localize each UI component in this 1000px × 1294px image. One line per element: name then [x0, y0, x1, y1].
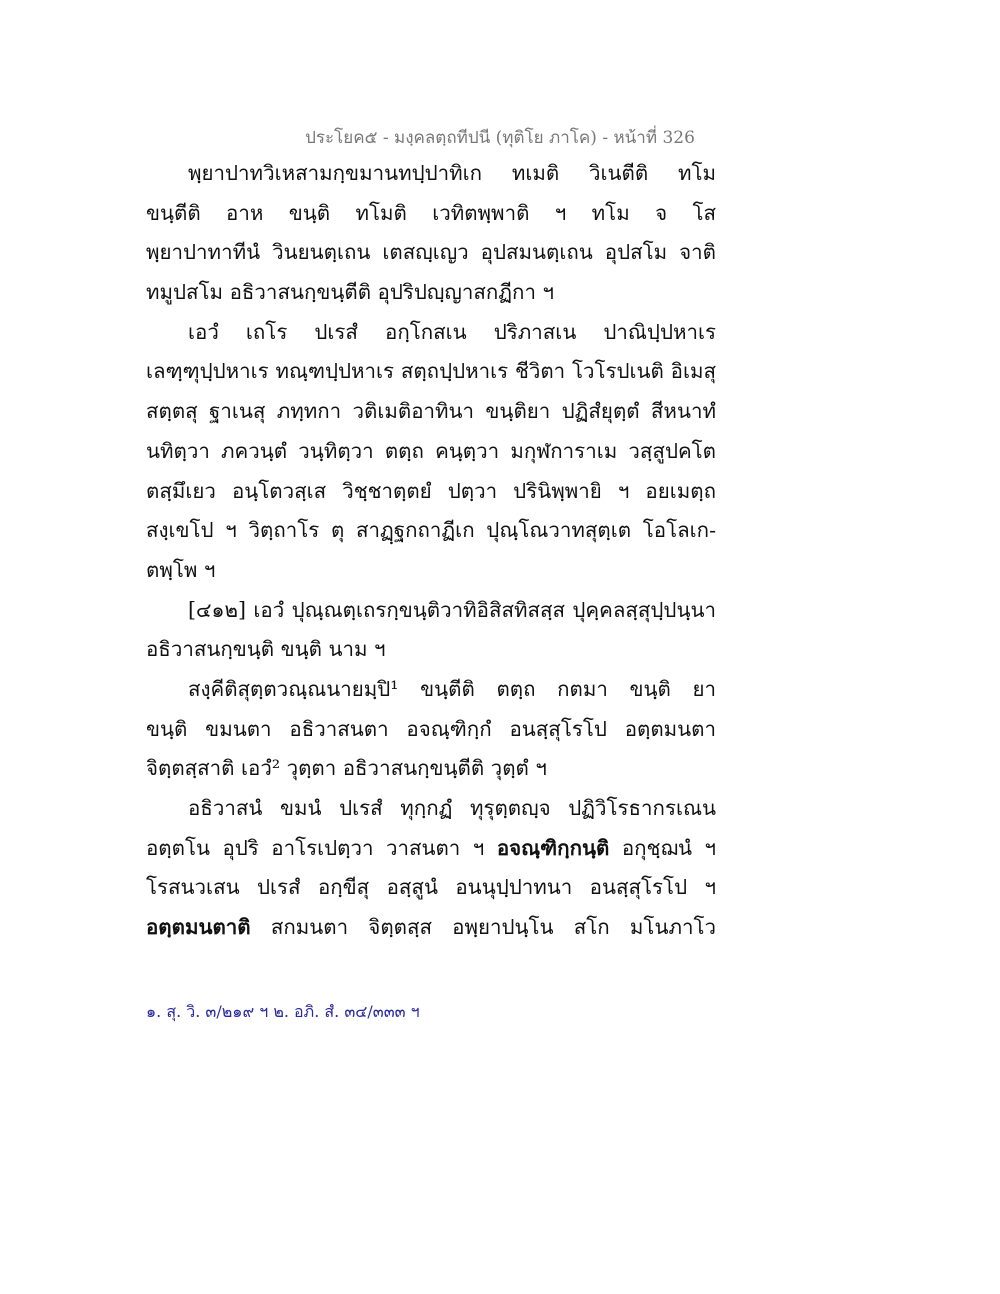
footnote: ๑. สุ. วิ. ๓/๒๑๙ ฯ ๒. อภิ. สํ. ๓๔/๓๓๓ ฯ — [146, 1002, 420, 1021]
text-line: อธิวาสนํ ขมนํ ปเรสํ ทุกฺกฏํ ทุรุตฺตญฺจ ปฏิวิโรธากรเณน — [188, 796, 716, 820]
text-line: โรสนวเสน ปเรสํ อกฺขีสุ อสฺสูนํ อนนุปฺปาทนา อนสฺสุโรโป ฯ — [146, 875, 716, 900]
text-line — [146, 908, 716, 948]
text-line: ขนฺตีติ อาห ขนฺติ ทโมติ เวทิตพฺพาติ ฯ ทโม จ โส — [146, 200, 716, 225]
text-segment: สกมนตา จิตฺตสฺส อพฺยาปนฺโน สโก มโนภาโว — [270, 915, 716, 940]
text-line: สงฺคีติสุตฺตวณฺณนายมฺปิ¹ ขนฺตีติ ตตฺถ กตมา ขนฺติ ยา — [188, 676, 716, 701]
text-line: ตสฺมึเยว อนฺโตวสฺเส วิชฺชาตฺตยํ ปตฺวา ปรินิพฺพายิ ฯ อยเมตฺถ — [146, 478, 716, 503]
text-segment: อตฺตโน อุปริ อาโรเปตฺวา วาสนตา ฯ — [146, 835, 485, 860]
text-line: [๔๑๒] เอวํ ปุณฺณตฺเถรกฺขนฺติวาทิอิสิสทิสสฺส ปุคฺคลสฺสุปฺปนฺนา — [188, 597, 716, 622]
text-line: อธิวาสนกฺขนฺติ ขนฺติ นาม ฯ — [146, 637, 386, 662]
bold-term: อตฺตมนตาติ — [146, 915, 251, 940]
text-line: พฺยาปาทวิเหสามกฺขมานทปฺปาทิเก ทเมติ วิเนตีติ ทโม — [188, 161, 716, 185]
text-line: จิตฺตสฺสาติ เอวํ² วุตฺตา อธิวาสนกฺขนฺตีติ วุตฺตํ ฯ — [146, 756, 547, 781]
text-line: พฺยาปาทาทีนํ วินยนตฺเถน เตสญฺเญว อุปสมนตฺเถน อุปสโม จาติ — [146, 240, 716, 265]
text-line: ทมูปสโม อธิวาสนกฺขนฺตีติ อุปริปญฺญาสกฏีกา ฯ — [146, 280, 554, 305]
bold-term: อจณฺฑิกฺกนฺติ — [496, 835, 610, 860]
page-header: ประโยค๕ - มงฺคลตฺถทีปนี (ทุติโย ภาโค) - หน้าที่ 326 — [305, 128, 695, 148]
text-line: เอวํ เถโร ปเรสํ อกฺโกสเน ปริภาสเน ปาณิปฺปหาเร — [188, 319, 716, 344]
text-line: สงฺเขโป ฯ วิตฺถาโร ตุ สาฏฺฐกถาฏีเก ปุณฺโณวาทสุตฺเต โอโลเก- — [146, 518, 716, 543]
text-line — [146, 829, 716, 869]
text-line: ขนฺติ ขมนตา อธิวาสนตา อจณฺฑิกฺกํ อนสฺสุโรโป อตฺตมนตา — [146, 716, 716, 741]
text-line: เลฑฺฑุปฺปหาเร ทณฺฑปฺปหาเร สตฺถปฺปหาเร ชีวิตา โวโรปเนติ อิเมสุ — [146, 359, 716, 384]
text-segment: อกุชฺฌนํ ฯ — [621, 835, 716, 860]
text-line: ตพฺโพ ฯ — [146, 557, 216, 582]
text-line: สตฺตสุ ฐาเนสุ ภทฺทกา วติเมติอาทินา ขนฺติยา ปฏิสํยุตฺตํ สีหนาทํ — [146, 399, 716, 424]
body-text — [146, 154, 716, 948]
text-line: นทิตฺวา ภควนฺตํ วนฺทิตฺวา ตตฺถ คนฺตฺวา มกุฬการาเม วสฺสูปคโต — [146, 438, 716, 463]
